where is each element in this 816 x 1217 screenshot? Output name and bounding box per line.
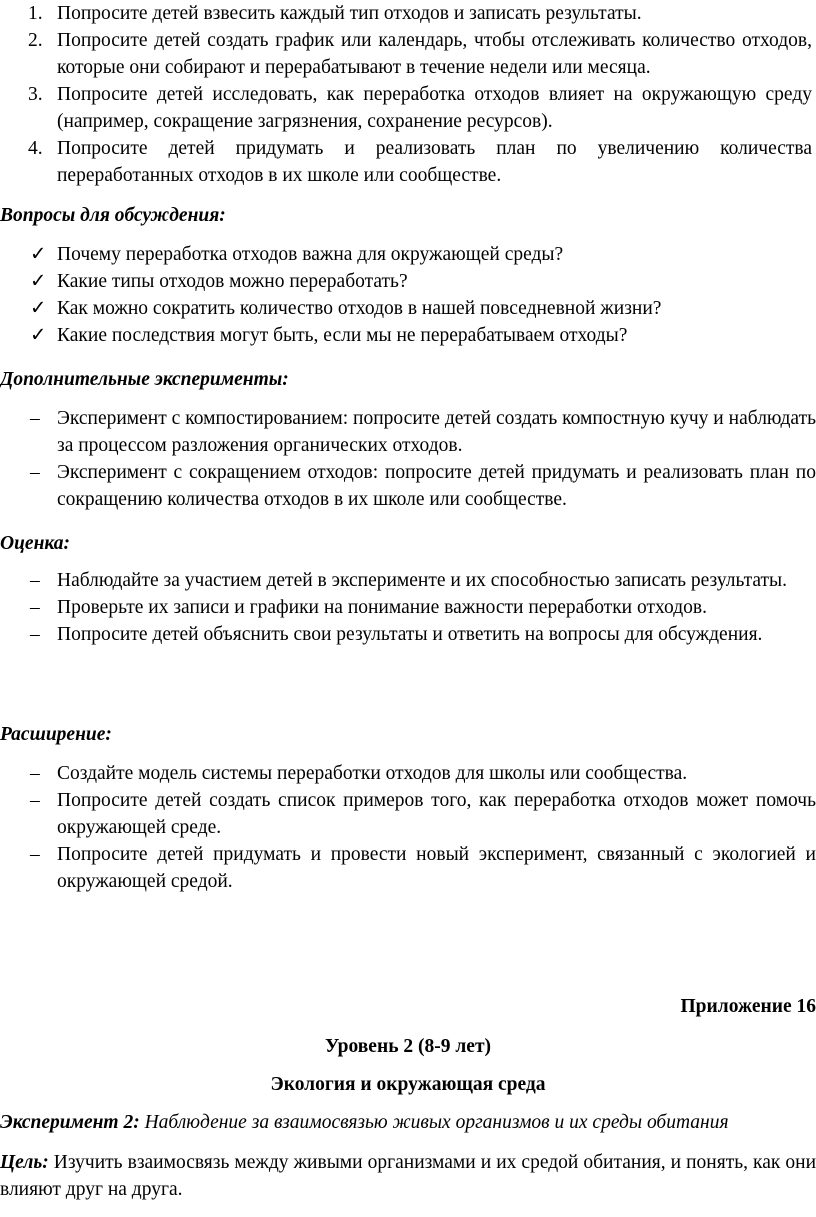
goal-text: Изучить взаимосвязь между живыми организмами и их средой обитания, и понять, как они влияют друг на друга. bbox=[0, 1152, 816, 1200]
experiment-label: Эксперимент 2: bbox=[0, 1112, 140, 1133]
list-item bbox=[0, 841, 816, 895]
list-number: 1. bbox=[28, 3, 43, 24]
list-item bbox=[0, 787, 816, 841]
list-item-text: Эксперимент с компостированием: попросите детей создать компостную кучу и наблюдать за процессом разложения органических отходов. bbox=[57, 408, 816, 456]
numbered-list bbox=[0, 0, 816, 189]
experiment-line bbox=[0, 1109, 816, 1136]
assessment-list bbox=[0, 567, 816, 648]
discussion-list bbox=[0, 241, 816, 349]
checkmark-icon: ✓ bbox=[30, 325, 47, 346]
list-item-text: Какие типы отходов можно переработать? bbox=[57, 271, 408, 292]
list-item bbox=[0, 241, 816, 268]
list-item-text: Как можно сократить количество отходов в нашей повседневной жизни? bbox=[57, 298, 662, 319]
checkmark-icon: ✓ bbox=[30, 271, 47, 292]
goal-paragraph bbox=[0, 1149, 816, 1203]
section-heading-extra-experiments: Дополнительные эксперименты: bbox=[0, 369, 289, 390]
dash-bullet: – bbox=[30, 570, 40, 591]
list-item bbox=[0, 760, 816, 787]
list-item bbox=[0, 27, 816, 81]
list-item-text: Эксперимент с сокращением отходов: попросите детей придумать и реализовать план по сокращению количества отходов в их школе или сообществе. bbox=[57, 462, 816, 510]
checkmark-icon: ✓ bbox=[30, 298, 47, 319]
list-item-text: Наблюдайте за участием детей в эксперименте и их способностью записать результаты. bbox=[57, 570, 788, 591]
list-item-text: Почему переработка отходов важна для окружающей среды? bbox=[57, 244, 564, 265]
list-item-text: Попросите детей создать список примеров того, как переработка отходов может помочь окружающей среде. bbox=[57, 790, 816, 838]
list-item bbox=[0, 621, 816, 648]
list-item bbox=[0, 594, 816, 621]
list-item bbox=[0, 268, 816, 295]
dash-bullet: – bbox=[30, 844, 40, 865]
dash-bullet: – bbox=[30, 462, 40, 483]
checkmark-icon: ✓ bbox=[30, 244, 47, 265]
list-item-text: Попросите детей придумать и провести новый эксперимент, связанный с экологией и окружающей средой. bbox=[57, 844, 816, 892]
dash-bullet: – bbox=[30, 624, 40, 645]
extra-experiments-list bbox=[0, 405, 816, 513]
level-title: Уровень 2 (8-9 лет) bbox=[324, 1036, 492, 1057]
list-number: 2. bbox=[28, 30, 43, 51]
appendix-label: Приложение 16 bbox=[680, 996, 816, 1017]
topic-title: Экология и окружающая среда bbox=[270, 1074, 546, 1095]
dash-bullet: – bbox=[30, 408, 40, 429]
list-item-text: Попросите детей взвесить каждый тип отходов и записать результаты. bbox=[57, 3, 642, 24]
list-item bbox=[0, 322, 816, 349]
list-item-text: Попросите детей создать график или календарь, чтобы отслеживать количество отходов, которые они собирают и перерабатывают в течение недели или месяца. bbox=[57, 30, 812, 78]
experiment-title: Наблюдение за взаимосвязью живых организмов и их среды обитания bbox=[144, 1112, 729, 1133]
list-item-text: Попросите детей придумать и реализовать план по увеличению количества переработанных отходов в их школе или сообществе. bbox=[57, 138, 812, 186]
list-item bbox=[0, 295, 816, 322]
list-item-text: Попросите детей объяснить свои результаты и ответить на вопросы для обсуждения. bbox=[57, 624, 763, 645]
list-number: 3. bbox=[28, 84, 43, 105]
goal-label: Цель: bbox=[0, 1152, 49, 1173]
section-heading-extension: Расширение: bbox=[0, 724, 112, 745]
list-item bbox=[0, 135, 816, 189]
dash-bullet: – bbox=[30, 790, 40, 811]
list-item bbox=[0, 405, 816, 459]
section-heading-assessment: Оценка: bbox=[0, 533, 71, 554]
list-item-text: Какие последствия могут быть, если мы не перерабатываем отходы? bbox=[57, 325, 628, 346]
dash-bullet: – bbox=[30, 597, 40, 618]
list-item bbox=[0, 81, 816, 135]
list-item bbox=[0, 0, 816, 27]
section-heading-discussion: Вопросы для обсуждения: bbox=[0, 205, 226, 226]
list-item-text: Создайте модель системы переработки отходов для школы или сообщества. bbox=[57, 763, 688, 784]
list-item bbox=[0, 567, 816, 594]
list-item bbox=[0, 459, 816, 513]
dash-bullet: – bbox=[30, 763, 40, 784]
list-item-text: Проверьте их записи и графики на понимание важности переработки отходов. bbox=[57, 597, 707, 618]
list-item-text: Попросите детей исследовать, как переработка отходов влияет на окружающую среду (например, сокращение загрязнения, сохранение ресурсов). bbox=[57, 84, 812, 132]
list-number: 4. bbox=[28, 138, 43, 159]
extension-list bbox=[0, 760, 816, 895]
